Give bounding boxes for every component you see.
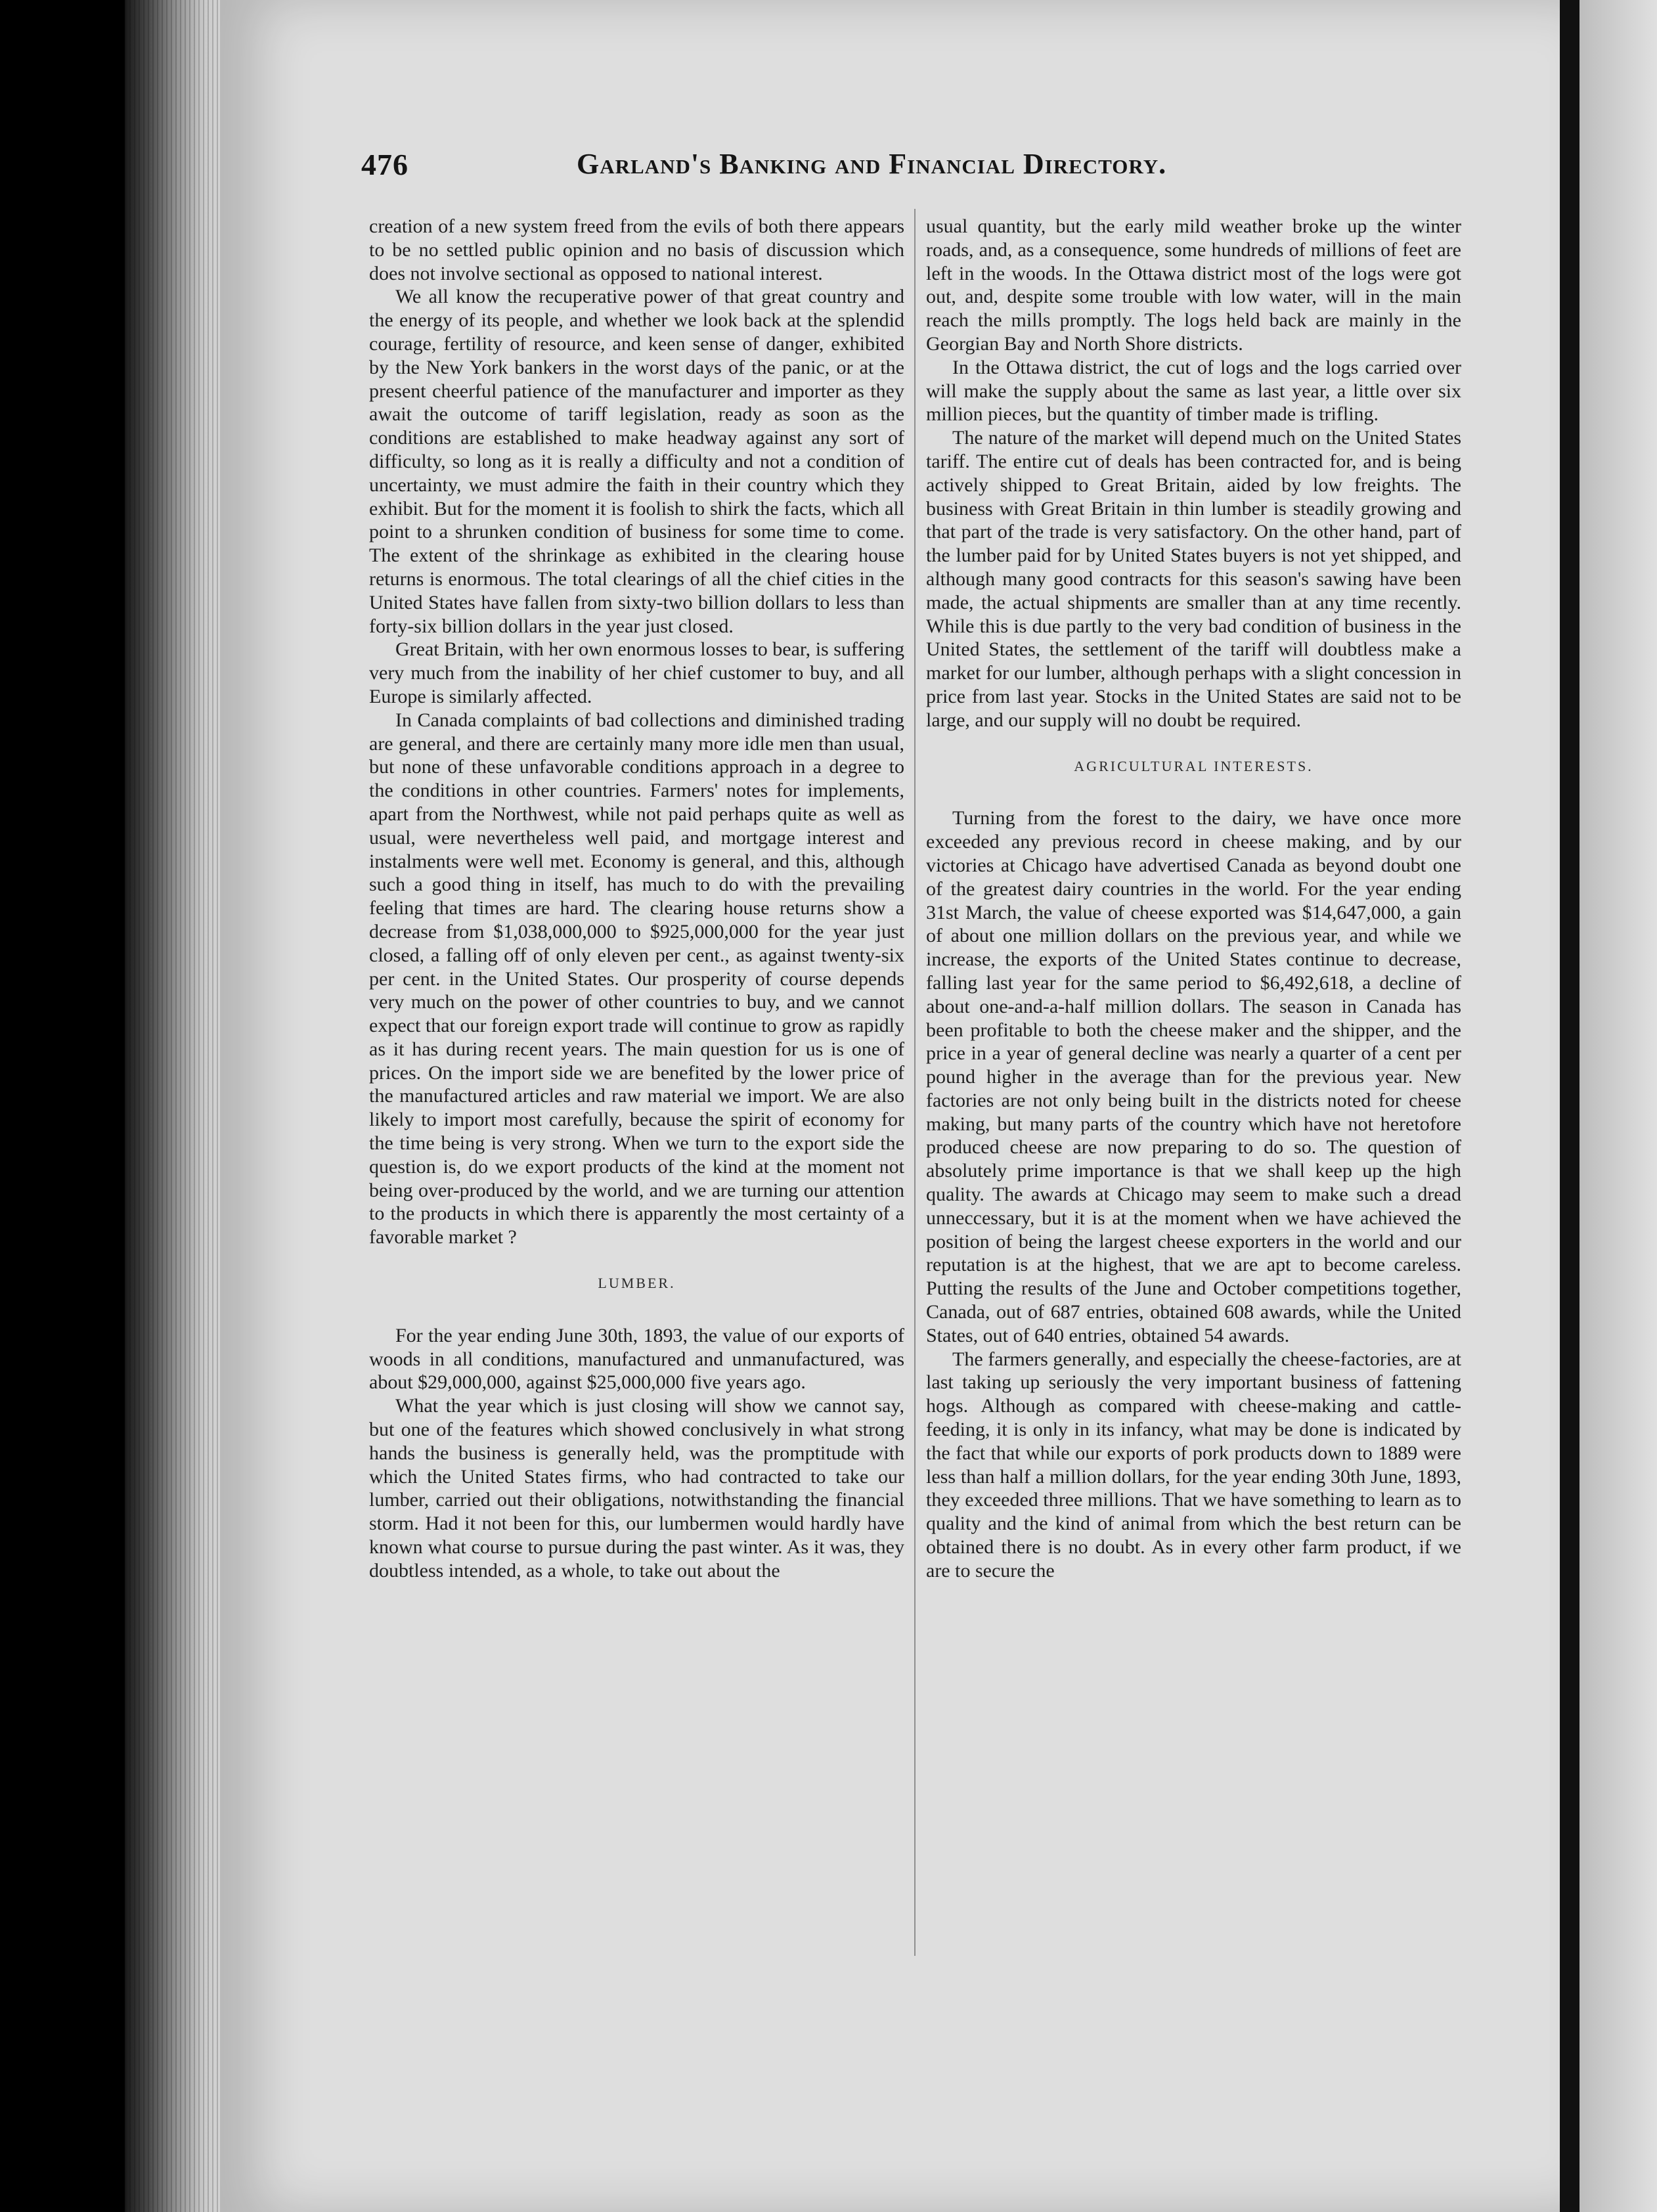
paragraph: usual quantity, but the early mild weather broke up the winter roads, and, as a consequence, some hundreds of millions of feet are left in the woods. In the Ottawa district most of the logs were got out, and, despite some trouble with low water, will in the main reach the mills promptly. The logs held back are mainly in the Georgian Bay and North Shore districts. [926, 215, 1461, 355]
adjacent-page-edge [1580, 0, 1657, 2212]
section-heading-agricultural: AGRICULTURAL INTERESTS. [1074, 757, 1314, 774]
right-column [926, 215, 1461, 1583]
left-column [369, 215, 904, 1583]
paragraph: Great Britain, with her own enormous losses to bear, is suffering very much from the inability of her chief customer to buy, and all Europe is similarly affected. [369, 638, 904, 707]
paragraph: Turning from the forest to the dairy, we have once more exceeded any previous record in cheese making, and by our victories at Chicago have advertised Canada as beyond doubt one of the greatest dairy countries in the world. For the year ending 31st March, the value of cheese exported was $14,647,000, a gain of about one million dollars on the previous year, and while we increase, the exports of the United States continue to decrease, falling last year for the same period to $6,492,618, a decline of about one-and-a-half million dollars. The season in Canada has been profitable to both the cheese maker and the shipper, and the price in a year of general decline was nearly a quarter of a cent per pound higher in the average than for the previous year. New factories are not only being built in the districts noted for cheese making, but many parts of the country which have not heretofore produced cheese are now preparing to do so. The question of absolutely prime importance is that we shall keep up the high quality. The awards at Chicago may seem to make such a dread unneccessary, but it is at the moment when we have achieved the position of being the largest cheese exporters in the world and our reputation is at the highest, that we are apt to become careless. Putting the results of the June and October competitions together, Canada, out of 687 entries, obtained 608 awards, while the United States, out of 640 entries, obtained 54 awards. [926, 807, 1461, 1346]
paragraph: creation of a new system freed from the evils of both there appears to be no settled public opinion and no basis of discussion which does not involve sectional as opposed to national interest. [369, 215, 904, 284]
column-divider [914, 209, 916, 1956]
paragraph: The farmers generally, and especially the cheese-factories, are at last taking up seriously the very important business of fattening hogs. Although as compared with cheese-making and cattle-feeding, it is only in its infancy, what may be done is indicated by the fact that while our exports of pork products down to 1889 were less than half a million dollars, for the year ending 30th June, 1893, they exceeded three millions. That we have something to learn as to quality and the kind of animal from which the best return can be obtained there is no doubt. As in every other farm product, if we are to secure the [926, 1348, 1461, 1582]
page-number: 476 [361, 148, 409, 181]
paragraph: We all know the recuperative power of that great country and the energy of its people, and whether we look back at the splendid courage, fertility of resource, and keen sense of danger, exhibited by the New York bankers in the worst days of the panic, or at the present cheerful patience of the manufacturer and importer as they await the outcome of tariff legislation, ready as soon as the conditions are established to make headway against any sort of difficulty, so long as it is really a difficulty and not a condition of uncertainty, we must admire the faith in their country which they exhibit. But for the moment it is foolish to shirk the facts, which all point to a shrunken condition of business for some time to come. The extent of the shrinkage as exhibited in the clearing house returns is enormous. The total clearings of all the chief cities in the United States have fallen from sixty-two billion dollars to less than forty-six billion dollars in the year just closed. [369, 286, 904, 637]
paragraph: In the Ottawa district, the cut of logs and the logs carried over will make the supply about the same as last year, a little over six million pieces, but the quantity of timber made is trifling. [926, 356, 1461, 426]
book-binding [125, 0, 223, 2212]
paragraph: The nature of the market will depend much on the United States tariff. The entire cut of deals has been contracted for, and is being actively shipped to Great Britain, aided by low freights. The business with Great Britain in thin lumber is steadily growing and that part of the trade is very satisfactory. On the other hand, part of the lumber paid for by United States buyers is not yet shipped, and although many good contracts for this season's sawing have been made, the actual shipments are smaller than at any time recently. While this is due partly to the very bad condition of business in the United States, the settlement of the tariff will doubtless make a market for our lumber, although perhaps with a slight concession in price from last year. Stocks in the United States are said not to be large, and our supply will no doubt be required. [926, 427, 1461, 731]
paragraph: For the year ending June 30th, 1893, the value of our exports of woods in all conditions, manufactured and unmanufactured, was about $29,000,000, against $25,000,000 five years ago. [369, 1324, 904, 1394]
running-head: Garland's Banking and Financial Directory. [577, 148, 1167, 180]
section-heading-lumber: LUMBER. [598, 1275, 676, 1292]
paragraph: What the year which is just closing will show we cannot say, but one of the features which showed conclusively in what strong hands the business is generally held, was the promptitude with which the United States firms, who had contracted to take our lumber, carried out their obligations, notwithstanding the financial storm. Had it not been for this, our lumbermen would hardly have known what course to pursue during the past winter. As it was, they doubtless intended, as a whole, to take out about the [369, 1395, 904, 1582]
paragraph: In Canada complaints of bad collections and diminished trading are general, and there are certainly many more idle men than usual, but none of these unfavorable conditions approach in a degree to the conditions in other countries. Farmers' notes for implements, apart from the Northwest, while not paid perhaps quite as well as usual, were nevertheless well paid, and mortgage interest and instalments were well met. Economy is general, and this, although such a good thing in itself, has much to do with the prevailing feeling that times are hard. The clearing house returns show a decrease from $1,038,000,000 to $925,000,000 for the year just closed, a falling off of only eleven per cent., as against twenty-six per cent. in the United States. Our prosperity of course depends very much on the power of other countries to buy, and we cannot expect that our foreign export trade will continue to grow as rapidly as it has during recent years. The main question for us is one of prices. On the import side we are benefited by the lower price of the manufactured articles and raw material we import. We are also likely to import most carefully, because the spirit of economy for the time being is very strong. When we turn to the export side the question is, do we export products of the kind at the moment not being over-produced by the world, and we are turning our attention to the products in which there is apparently the most certainty of a favorable market ? [369, 709, 904, 1249]
page-gutter [1560, 0, 1580, 2212]
